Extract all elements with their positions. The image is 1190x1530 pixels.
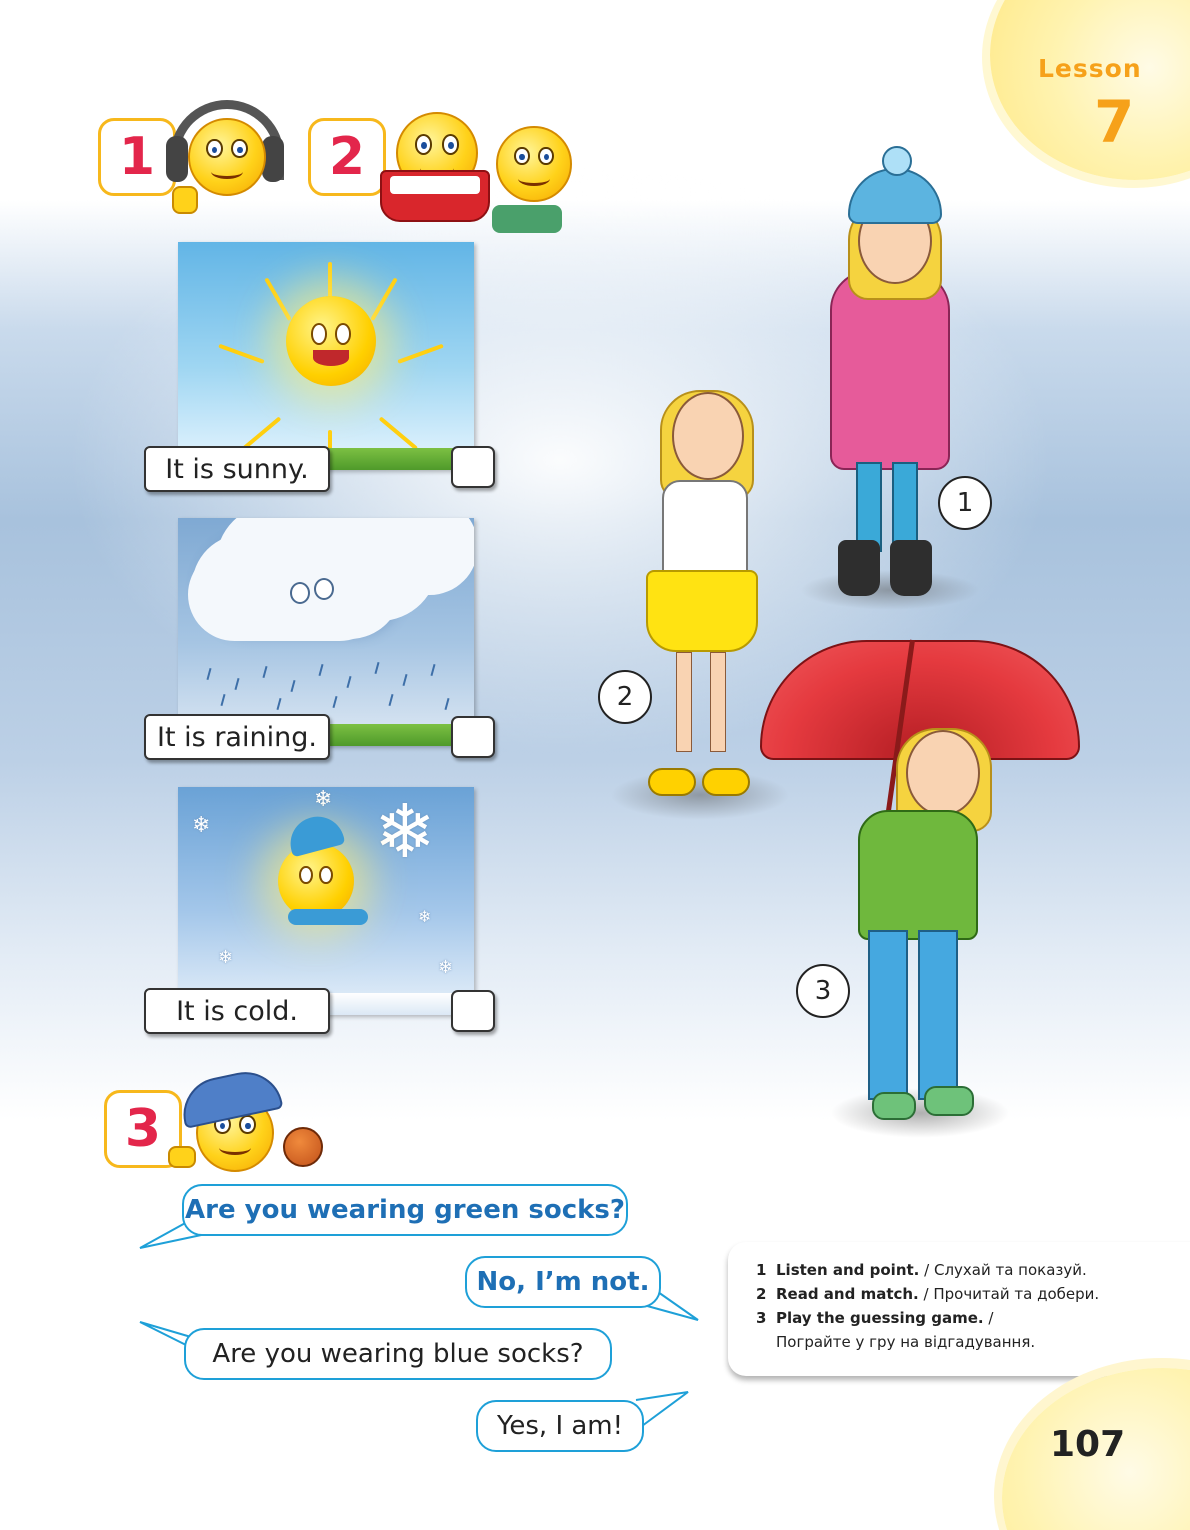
girl-1-winter-hat — [848, 168, 942, 224]
raining-picture — [178, 518, 474, 746]
speech-bubble-answer-1: No, I’m not. — [465, 1256, 661, 1308]
lesson-corner-badge — [990, 0, 1190, 180]
lesson-number: 7 — [1094, 88, 1135, 156]
pointing-hand-icon — [168, 1146, 196, 1168]
speech-bubble-answer-2: Yes, I am! — [476, 1400, 644, 1452]
girl-1-number: 1 — [938, 476, 992, 530]
task-1-number: 1 — [98, 118, 176, 196]
girl-2-yellow-shoes — [648, 768, 696, 796]
listening-smiley-icon — [188, 118, 266, 196]
basketball-icon — [283, 1127, 323, 1167]
puzzle-icon — [492, 205, 562, 233]
cold-label: It is cold. — [144, 988, 330, 1034]
snowflake-icon: ❄ — [374, 789, 437, 875]
instruction-3-translation: Пограйте у гру на відгадування. — [776, 1333, 1036, 1351]
sunny-answer-box[interactable] — [451, 446, 495, 488]
girl-3-blue-jeans — [868, 930, 908, 1100]
headphones-left-ear — [166, 136, 188, 182]
girl-2-shadow — [610, 770, 790, 820]
sunny-picture — [178, 242, 474, 470]
girl-2-yellow-skirt — [646, 570, 758, 652]
speech-bubble-question-1: Are you wearing green socks? — [182, 1184, 628, 1236]
girl-3-face — [906, 730, 980, 816]
sunny-label: It is sunny. — [144, 446, 330, 492]
girl-2-face — [672, 392, 744, 480]
girl-3-green-shoes — [872, 1092, 916, 1120]
cold-picture: ❄ ❄ ❄ ❄ ❄ ❄ — [178, 787, 474, 1015]
girl-1-pink-coat — [830, 270, 950, 470]
sun-icon — [286, 296, 376, 386]
lesson-label: Lesson — [1038, 54, 1142, 83]
task-3-number: 3 — [104, 1090, 182, 1168]
girl-2-white-tshirt — [662, 480, 748, 576]
pointing-hand-icon — [172, 186, 198, 214]
girl-3-number: 3 — [796, 964, 850, 1018]
book-icon — [380, 170, 490, 222]
instruction-2: 2 Read and match. / Прочитай та добери. — [756, 1285, 1100, 1303]
matching-smiley-icon — [496, 126, 572, 202]
instructions-box — [728, 1242, 1190, 1376]
page-number: 107 — [1050, 1424, 1126, 1465]
girl-3-green-jacket — [858, 810, 978, 940]
speech-bubble-question-2: Are you wearing blue socks? — [184, 1328, 612, 1380]
raining-answer-box[interactable] — [451, 716, 495, 758]
instruction-1: 1 Listen and point. / Слухай та показуй. — [756, 1261, 1087, 1279]
raining-label: It is raining. — [144, 714, 330, 760]
cold-answer-box[interactable] — [451, 990, 495, 1032]
girl-1-boots — [838, 540, 880, 596]
scarf-icon — [288, 909, 368, 925]
girl-2-number: 2 — [598, 670, 652, 724]
task-2-number: 2 — [308, 118, 386, 196]
instruction-3: 3 Play the guessing game. / — [756, 1309, 994, 1327]
cold-sun-icon — [278, 843, 354, 919]
